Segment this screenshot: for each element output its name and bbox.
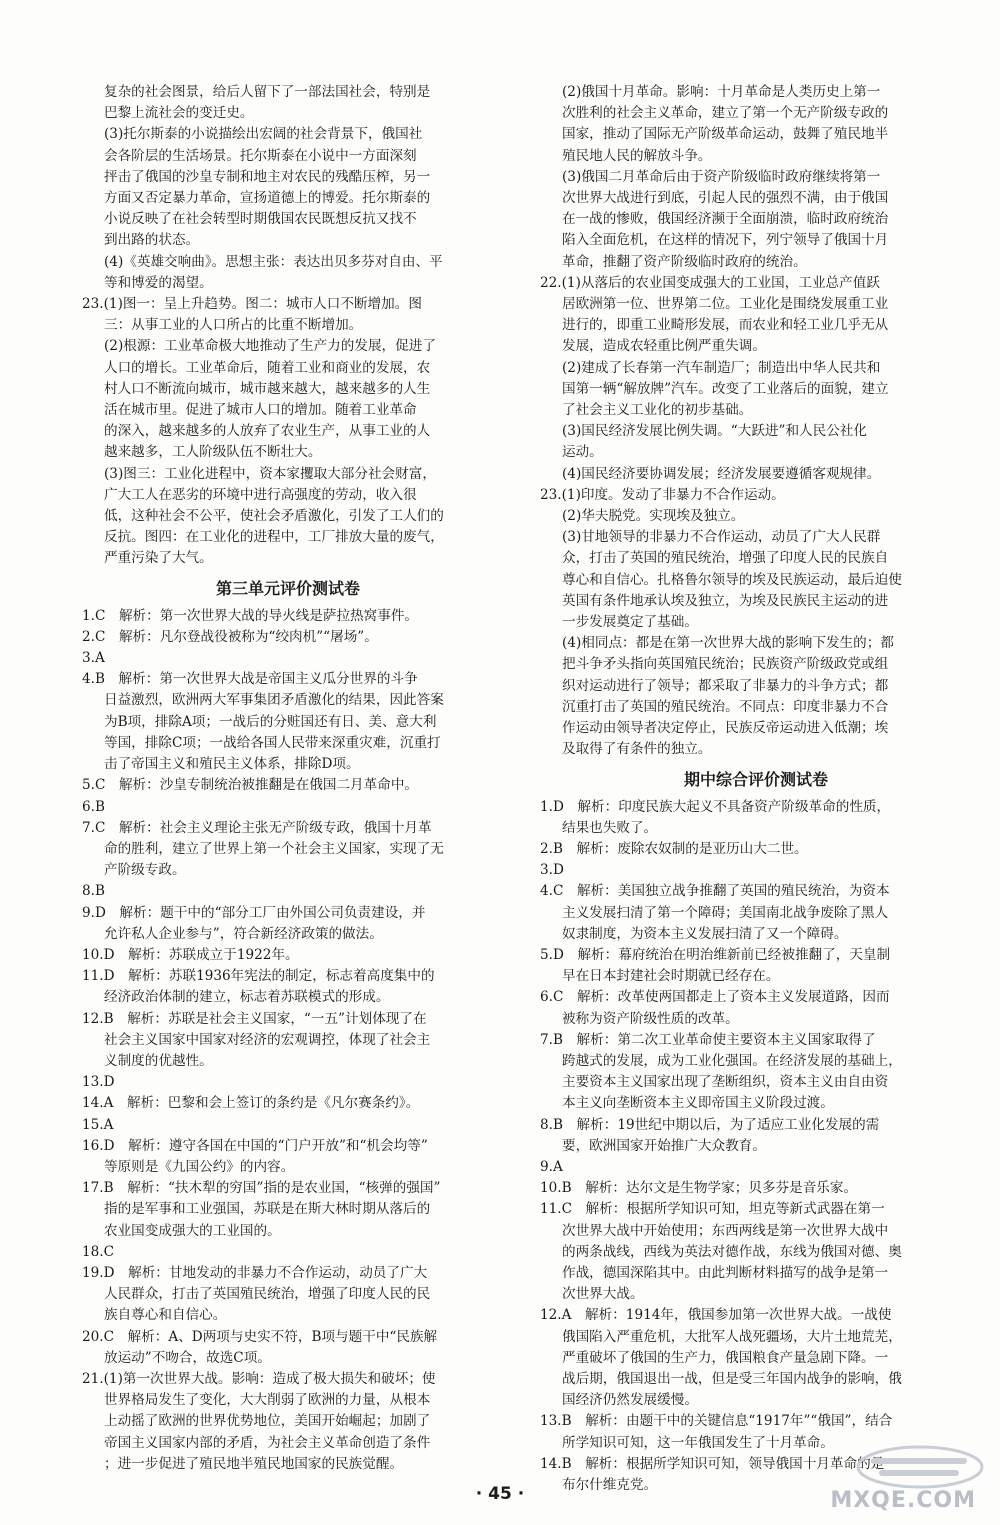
text-line: 国第一辆“解放牌”汽车。改变了工业落后的面貌，建立	[562, 380, 889, 397]
text-line: (2)建成了长春第一汽车制造厂；制造出中华人民共和	[562, 359, 881, 376]
answer-continuation-line: 允许私人企业参与”，符合新经济政策的做法。	[104, 925, 383, 942]
answer-item	[82, 627, 494, 648]
answer-continuation-line: 次世界大战中开始使用；东西两线是第一次世界大战中	[562, 1222, 889, 1239]
answer-continuation-line: 要，欧洲国家开始推广大众教育。	[562, 1137, 766, 1154]
answer-continuation-line: 作战，德国深陷其中。由此判断材料描写的战争是第一	[562, 1264, 889, 1281]
text-line: 次世界大战进行到底，引起人民的强烈不满，由于俄国	[562, 190, 889, 207]
text-line: 抨击了俄国的沙皇专制和地主对农民的残酷压榨，另一	[104, 168, 431, 185]
midterm-test-heading: 期中综合评价测试卷	[683, 769, 828, 789]
text-line: 广大工人在恶劣的环境中进行高强度的劳动，收入很	[104, 486, 417, 503]
text-line: 活在城市里。促进了城市人口的增加。随着工业革命	[104, 402, 417, 419]
answer-item	[82, 903, 494, 945]
answer-first-line: 21.(1)第一次世界大战。影响：造成了极大损失和破坏；使	[82, 1370, 436, 1387]
answer-first-line: 17.B 解析：“扶木犁的穷国”指的是农业国，“核弹的强国”	[82, 1180, 441, 1197]
text-line: (4)《英雄交响曲》。思想主张：表达出贝多芬对自由、平	[104, 253, 443, 270]
answer-continuation-line: 所学知识可知，这一年俄国发生了十月革命。	[562, 1434, 834, 1451]
answer-continuation-line: 指的是军事和工业强国，苏联是在斯大林时期从落后的	[104, 1201, 431, 1218]
text-line: 发展，造成农轻重比例严重失调。	[562, 338, 766, 355]
answer-continuation-line: 击了帝国主义和殖民主义体系，排除D项。	[104, 756, 360, 773]
text-line: 在一战的惨败，俄国经济濒于全面崩溃，临时政府统治	[562, 211, 889, 228]
answer-first-line: 19.D 解析：甘地发动的非暴力不合作运动，动员了广大	[82, 1264, 428, 1281]
text-line: 到出路的状态。	[104, 232, 200, 249]
answer-item	[540, 860, 972, 881]
answer-continuation-line: 俄国陷入严重危机，大批军人战死疆场，大片土地荒芜，	[562, 1328, 902, 1345]
answer-first-line: 3.D	[540, 862, 564, 879]
answer-first-line: 9.A	[540, 1158, 563, 1175]
answer-first-line: 7.C 解析：社会主义理论主张无产阶级专政，俄国十月革	[82, 819, 432, 836]
right-block-a	[540, 82, 972, 273]
text-line: 的深入，越来越多的人放弃了农业生产，从事工业的人	[104, 423, 431, 440]
left-q23-first-line: 23.(1)图一：呈上升趋势。图二：城市人口不断增加。图	[82, 296, 422, 313]
answer-first-line: 16.D 解析：遵守各国在中国的“门户开放”和“机会均等”	[82, 1137, 428, 1154]
answer-continuation-line: 社会主义国家中国家对经济的宏观调控，体现了社会主	[104, 1031, 431, 1048]
answer-continuation-line: 次世界大战。	[562, 1286, 644, 1303]
text-line: 人口的增长。工业革命后，随着工业和商业的发展，农	[104, 359, 431, 376]
answer-first-line: 8.B 解析：19世纪中期以后，为了适应工业化发展的需	[540, 1116, 880, 1133]
answer-item	[540, 987, 972, 1029]
answer-item	[82, 648, 494, 669]
text-line: 殖民地人民的解放斗争。	[562, 147, 712, 164]
text-line: 一步发展奠定了基础。	[562, 614, 698, 631]
text-line: 会各阶层的生活场景。托尔斯泰在小说中一方面深刻	[104, 147, 417, 164]
watermark-text: MXQE.COM	[830, 1488, 976, 1513]
answer-first-line: 11.C 解析：根据所学知识可知，坦克等新式武器在第一	[540, 1201, 885, 1218]
right-q22-first-line: 22.(1)从落后的农业国变成强大的工业国，工业总产值跃	[540, 274, 880, 291]
text-line: 把斗争矛头指向英国殖民统治；民族资产阶级政党或组	[562, 656, 889, 673]
answer-first-line: 3.A	[82, 650, 105, 667]
answer-continuation-line: 帝国主义国家内部的矛盾，为社会主义革命创造了条件	[104, 1434, 431, 1451]
answer-first-line: 1.C 解析：第一次世界大战的导火线是萨拉热窝事件。	[82, 607, 419, 624]
midterm-answer-list	[540, 797, 972, 1497]
text-line: 沉重打击了英国的殖民统治。不同点：印度非暴力不合	[562, 698, 889, 715]
text-line: 严重污染了大气。	[104, 550, 213, 567]
answer-continuation-line: 农业国变成强大的工业国的。	[104, 1222, 281, 1239]
text-line: 了社会主义工业化的初步基础。	[562, 402, 753, 419]
text-line: 织对运动进行了领导；都采取了非暴力的斗争方式；都	[562, 677, 889, 694]
answer-first-line: 9.D 解析：题干中的“部分工厂由外国公司负责建设，并	[82, 904, 426, 921]
unit3-test-heading: 第三单元评价测试卷	[215, 578, 360, 598]
answer-first-line: 10.D 解析：苏联成立于1922年。	[82, 946, 299, 963]
answer-first-line: 4.B 解析：第一次世界大战是帝国主义瓜分世界的斗争	[82, 671, 418, 688]
text-line: 尊心和自信心。扎格鲁尔领导的埃及民族运动，最后迫使	[562, 571, 902, 588]
answer-first-line: 2.B 解析：废除农奴制的是亚历山大二世。	[540, 840, 808, 857]
answer-item	[82, 818, 494, 882]
answer-first-line: 14.A 解析：巴黎和会上签订的条约是《凡尔赛条约》。	[82, 1095, 420, 1112]
answer-item	[540, 1030, 972, 1115]
page-number: · 45 ·	[475, 1484, 525, 1504]
answer-item	[82, 1178, 494, 1242]
answer-continuation-line: 等原则是《九国公约》的内容。	[104, 1158, 295, 1175]
answer-continuation-line: 为B项，排除A项；一战后的分赃国还有日、美、意大利	[104, 713, 437, 730]
answer-first-line: 13.B 解析：由题干中的关键信息“1917年”“俄国”，结合	[540, 1413, 893, 1430]
answer-continuation-line: 经济政治体制的建立，标志着苏联模式的形成。	[104, 989, 390, 1006]
text-line: 陷入全面危机，在这样的情况下，列宁领导了俄国十月	[562, 232, 889, 249]
answer-item	[82, 1136, 494, 1178]
answer-item	[540, 839, 972, 860]
answer-item	[82, 797, 494, 818]
answer-first-line: 7.B 解析：第二次工业革命使主要资本主义国家取得了	[540, 1031, 876, 1048]
text-line: (3)托尔斯泰的小说描绘出宏阔的社会背景下，俄国社	[104, 126, 423, 143]
answer-continuation-line: 奴隶制度，为资本主义发展扫清了又一个障碍。	[562, 925, 848, 942]
answer-continuation-line: 结果也失败了。	[562, 819, 658, 836]
answer-continuation-line: 布尔什维克党。	[562, 1477, 658, 1493]
text-line: 次胜利的社会主义革命，建立了第一个无产阶级专政的	[562, 105, 889, 122]
answer-continuation-line: 人民群众，打击了英国殖民统治，增强了印度人民的民	[104, 1286, 431, 1303]
answer-item	[82, 1242, 494, 1263]
answer-first-line: 11.D 解析：苏联1936年宪法的制定，标志着高度集中的	[82, 968, 435, 985]
answer-continuation-line: 等国，排除C项；一战给各国人民带来深重灾难，沉重打	[104, 734, 441, 751]
text-line: 等和博爱的渴望。	[104, 274, 213, 291]
answer-item	[82, 1327, 494, 1369]
answer-item	[82, 669, 494, 775]
answer-continuation-line: 义制度的优越性。	[104, 1052, 213, 1069]
answer-item	[540, 881, 972, 945]
unit3-answer-list	[82, 606, 494, 1475]
text-line: (2)根源：工业革命极大地推动了生产力的发展，促进了	[104, 338, 436, 355]
text-line: (4)相同点：都是在第一次世界大战的影响下发生的；都	[562, 635, 894, 652]
text-line: 运动。	[562, 444, 603, 461]
answer-first-line: 15.A	[82, 1116, 114, 1133]
text-line: 居欧洲第一位、世界第二位。工业化是围绕发展重工业	[562, 296, 889, 313]
answer-first-line: 6.B	[82, 798, 105, 815]
answer-continuation-line: 早在日本封建社会时期就已经存在。	[562, 968, 780, 985]
right-block-c	[540, 506, 972, 760]
text-line: 巴黎上流社会的变迁史。	[104, 105, 254, 122]
text-line: 反抗。图四：在工业化的进程中，工厂排放大量的废气，	[104, 529, 444, 546]
text-line: 村人口不断流向城市，城市越来越大，越来越多的人生	[104, 380, 431, 397]
text-line: 复杂的社会图景，给后人留下了一部法国社会，特别是	[104, 84, 431, 100]
text-line: 及取得了有条件的独立。	[562, 741, 712, 758]
watermark-logo	[770, 1441, 990, 1519]
answer-first-line: 12.B 解析：苏联是社会主义国家，“一五”计划体现了在	[82, 1010, 427, 1027]
answer-item	[540, 797, 972, 839]
answer-first-line: 1.D 解析：印度民族大起义不具备资产阶级革命的性质，	[540, 798, 891, 815]
answer-first-line: 20.C 解析：A、D两项与史实不符，B项与题干中“民族解	[82, 1328, 438, 1345]
text-line: (4)国民经济要协调发展；经济发展要遵循客观规律。	[562, 465, 881, 482]
answer-item	[82, 1093, 494, 1114]
text-line: 作运动由领导者决定停止，民族反帝运动进入低潮；埃	[562, 720, 889, 737]
answer-continuation-line: 严重破坏了俄国的生产力，俄国粮食产量急剧下降。一	[562, 1349, 889, 1366]
answer-item	[540, 1178, 972, 1199]
text-line: 越来越多，工人阶级队伍不断壮大。	[104, 444, 322, 461]
answer-continuation-line: 命的胜利，建立了世界上第一个社会主义国家，实现了无	[104, 840, 444, 857]
text-line: 进行的，即重工业畸形发展，而农业和轻工业几乎无从	[562, 317, 889, 334]
answer-continuation-line: 的两条战线，西线为英法对德作战，东线为俄国对德、奥	[562, 1243, 902, 1260]
text-line: (2)华夫脱党。实现埃及独立。	[562, 508, 745, 525]
answer-item	[82, 1072, 494, 1093]
text-line: (3)甘地领导的非暴力不合作运动，动员了广大人民群	[562, 529, 881, 546]
answer-continuation-line: 跨越式的发展，成为工业化强国。在经济发展的基础上，	[562, 1052, 902, 1069]
text-line: 众，打击了英国的殖民统治，增强了印度人民的民族自	[562, 550, 889, 567]
answer-item	[82, 1369, 494, 1475]
text-line: (3)俄国二月革命后由于资产阶级临时政府继续将第一	[562, 168, 881, 185]
answer-continuation-line: 被称为资产阶级性质的改革。	[562, 1010, 739, 1027]
answer-continuation-line: 主要资本主义国家出现了垄断组织，资本主义由自由资	[562, 1074, 889, 1091]
answer-item	[540, 1115, 972, 1157]
right-q23-first-line: 23.(1)印度。发动了非暴力不合作运动。	[540, 486, 785, 503]
answer-continuation-line: 放运动”不吻合，故选C项。	[104, 1349, 271, 1366]
answer-first-line: 6.C 解析：改革使两国都走上了资本主义发展道路，因而	[540, 989, 890, 1006]
left-block-b	[82, 315, 494, 569]
answer-continuation-line: ；进一步促进了殖民地半殖民地国家的民族觉醒。	[104, 1455, 404, 1472]
answer-first-line: 12.A 解析：1914年，俄国参加第一次世界大战。一战使	[540, 1307, 892, 1324]
text-line: 国家，推动了国际无产阶级革命运动，鼓舞了殖民地半	[562, 126, 889, 143]
answer-continuation-line: 世界格局发生了变化，大大削弱了欧洲的力量，从根本	[104, 1392, 431, 1409]
answer-first-line: 14.B 解析：根据所学知识可知，领导俄国十月革命的是	[540, 1455, 885, 1472]
text-line: 低，这种社会不公平，使社会矛盾激化，引发了工人们的	[104, 508, 444, 525]
answer-item	[82, 1115, 494, 1136]
answer-item	[82, 966, 494, 1008]
answer-first-line: 18.C	[82, 1243, 115, 1260]
answer-item	[540, 1199, 972, 1305]
answer-continuation-line: 日益激烈，欧洲两大军事集团矛盾激化的结果，因此答案	[104, 692, 444, 709]
right-column	[540, 82, 972, 1496]
answer-continuation-line: 战后期，俄国退出一战，但是受三年国内战争的影响，俄	[562, 1370, 902, 1387]
text-line: (2)俄国十月革命。影响：十月革命是人类历史上第一	[562, 84, 881, 100]
text-line: (3)国民经济发展比例失调。“大跃进”和人民公社化	[562, 423, 868, 440]
answer-continuation-line: 产阶级专政。	[104, 862, 186, 879]
answer-continuation-line: 族自尊心和自信心。	[104, 1307, 227, 1324]
text-line: 方面又否定暴力革命，宣扬道德上的博爱。托尔斯泰的	[104, 190, 431, 207]
text-line: 革命，推翻了资产阶级临时政府的统治。	[562, 253, 807, 270]
text-line: 小说反映了在社会转型时期俄国农民既想反抗又找不	[104, 211, 417, 228]
right-block-b	[540, 294, 972, 485]
answer-item	[82, 1263, 494, 1327]
answer-item	[82, 1009, 494, 1073]
answer-continuation-line: 主义发展扫清了第一个障碍；美国南北战争废除了黑人	[562, 904, 889, 921]
answer-first-line: 10.B 解析：达尔文是生物学家；贝多芬是音乐家。	[540, 1180, 858, 1197]
answer-item	[82, 945, 494, 966]
answer-item	[540, 1157, 972, 1178]
answer-item	[82, 881, 494, 902]
answer-first-line: 13.D	[82, 1074, 115, 1091]
answer-item	[82, 775, 494, 796]
left-block-a	[82, 82, 494, 294]
answer-first-line: 2.C 解析：凡尔登战役被称为“绞肉机”“屠场”。	[82, 628, 378, 645]
text-line: 三：从事工业的人口所占的比重不断增加。	[104, 317, 363, 334]
answer-continuation-line: 国经济仍然发展缓慢。	[562, 1392, 698, 1409]
answer-first-line: 5.C 解析：沙皇专制统治被推翻是在俄国二月革命中。	[82, 777, 419, 794]
answer-first-line: 8.B	[82, 883, 105, 900]
answer-item	[540, 1305, 972, 1411]
answer-first-line: 4.C 解析：美国独立战争推翻了英国的殖民统治，为资本	[540, 883, 890, 900]
text-line: (3)图三：工业化进程中，资本家攫取大部分社会财富，	[104, 465, 436, 482]
left-column	[82, 82, 494, 1475]
text-line: 英国有条件地承认埃及独立，为埃及民族民主运动的进	[562, 592, 889, 609]
answer-item	[540, 945, 972, 987]
answer-first-line: 5.D 解析：幕府统治在明治维新前已经被推翻了，天皇制	[540, 946, 891, 963]
answer-continuation-line: 上动摇了欧洲的世界优势地位，美国开始崛起；加剧了	[104, 1413, 431, 1430]
answer-continuation-line: 本主义向垄断资本主义即帝国主义阶段过渡。	[562, 1095, 834, 1112]
answer-item	[82, 606, 494, 627]
